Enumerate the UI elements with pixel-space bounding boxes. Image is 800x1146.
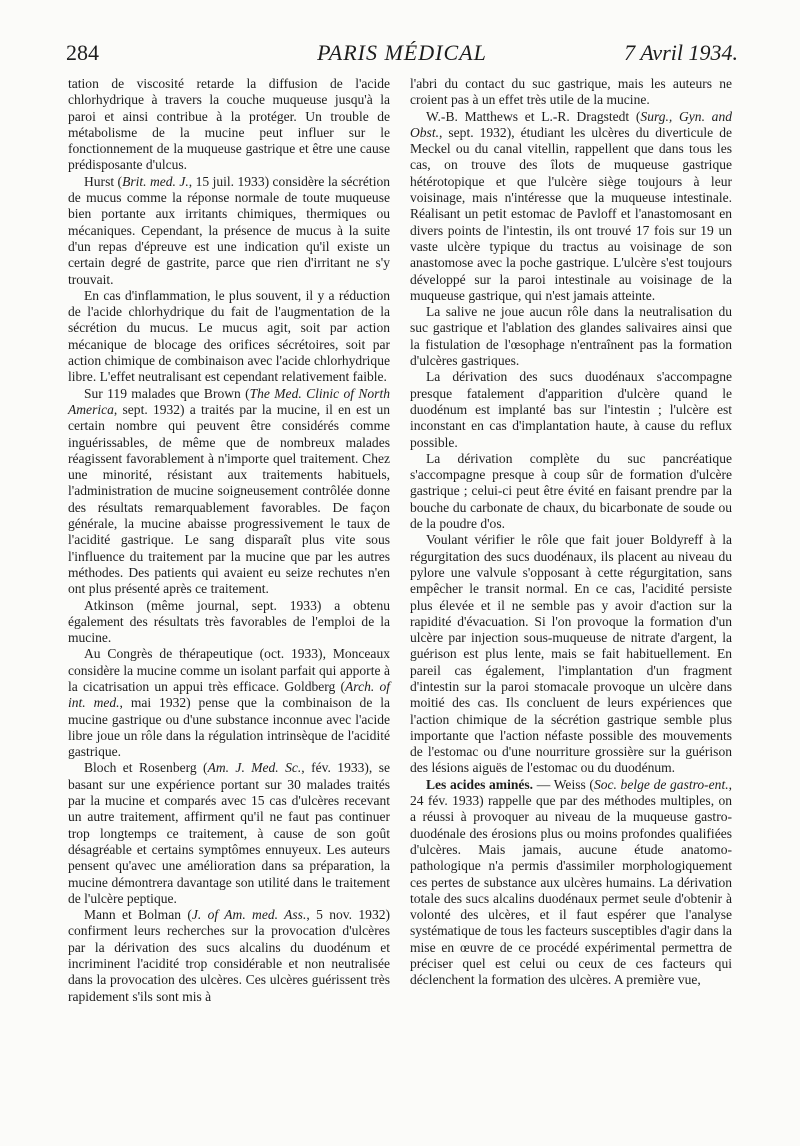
paragraph-text: — Weiss (	[533, 776, 594, 792]
paragraph	[68, 646, 390, 760]
paragraph	[68, 760, 390, 907]
paragraph-text: W.-B. Matthews et L.-R. Dragstedt (	[426, 108, 641, 124]
paragraph-text: Bloch et Rosenberg (	[84, 760, 208, 776]
page-number: 284	[66, 40, 99, 65]
paragraph-text: , 15 juil. 1933) considère la sécrétion de mucus comme la réponse normale de toute muqueuse bien portante aux irritants chimiques, thermiques ou mécaniques. Cependant, la présence de mucus à la suite d'un repas d'épreuve est une indication qu'il existe un certain degré de gastrite, parce que rien d'irritant ne s'y trouvait.	[68, 173, 391, 287]
citation-source: Brit. med. J.	[122, 173, 189, 189]
paragraph-text: Mann et Bolman (	[84, 907, 192, 923]
paragraph-text: Atkinson (même journal, sept. 1933) a obtenu également des résultats très favorables de l'emploi de la mucine.	[68, 597, 390, 646]
author-name: Hurst	[84, 173, 115, 189]
paragraph-text: l'abri du contact du suc gastrique, mais les auteurs ne croient pas à un effet très utile de la mucine.	[410, 76, 732, 108]
paragraph-text: tation de viscosité retarde la diffusion de l'acide chlorhydrique à travers la couche muqueuse jusqu'à la paroi et ainsi contribue à la protéger. Un trouble de métabolisme de la mucine peut influer sur le fonctionnement de la muqueuse gastrique et être une cause prédisposante d'ulcus.	[68, 76, 390, 173]
citation-source: Soc. belge de gastro-ent.	[593, 776, 729, 792]
paragraph	[68, 288, 390, 386]
paragraph-text: , sept. 1932), étudiant les ulcères du diverticule de Meckel ou du canal vitellin, rappellent que dans tous les cas, on trouve des îlots de muqueuse gastrique hétérotopique et que l'ulcère siège toujours à leur voisinage, mais n'intéresse que la muqueuse intestinale. Réalisant un petit estomac de Pavloff et l'anastomosant en divers points de l'intestin, ils ont trouvé 17 fois sur 19 un vaste ulcère typique du tractus au voisinage de son anastomose avec la poche gastrique. L'ulcère s'est toujours développé sur la paroi intestinale au voisinage de la muqueuse gastrique, qui n'est jamais atteinte.	[410, 124, 732, 303]
paragraph-text: La salive ne joue aucun rôle dans la neutralisation du suc gastrique et l'ablation des glandes salivaires ainsi que la fistulation de l'œsophage n'entraînent pas la formation d'ulcères gastriques.	[410, 304, 732, 369]
paragraph-text: Sur 119 malades que Brown (	[84, 385, 250, 401]
paragraph: Hurst (Brit. med. J., 15 juil. 1933) considère la sécrétion de mucus comme la réponse normale de toute muqueuse bien portante aux irritants chimiques, thermiques ou mécaniques. Cependant, la présence de mucus à la suite d'un repas d'épreuve est une indication qu'il existe un certain degré de gastrite, parce que rien d'irritant ne s'y trouvait.	[68, 173, 391, 287]
paragraph	[410, 532, 732, 776]
citation-source: Surg., Gyn. and Obst.	[410, 108, 732, 140]
paragraph	[410, 109, 732, 305]
paragraph-text: La dérivation des sucs duodénaux s'accompagne presque fatalement d'apparition d'ulcère quand le duodénum est implanté bas sur l'intestin ; l'ulcère est inconstant en cas d'implantation haute, à cause du reflux possible.	[410, 369, 732, 450]
page-header	[66, 40, 738, 74]
citation-source: J. of Am. med. Ass.	[191, 907, 307, 923]
paragraph-text: , mai 1932) pense que la combinaison de la mucine gastrique ou d'une substance inconnue avec l'acide libre joue un rôle dans la régulation intrinsèque de l'acidité gastrique.	[68, 695, 391, 760]
left-column	[68, 76, 390, 1005]
paragraph-text: Voulant vérifier le rôle que fait jouer Boldyreff à la régurgitation des sucs duodénaux, ils placent au niveau du pylore une valvule s'opposant à cette régurgitation, sans empêcher le transit normal. En ce cas, l'acidité persiste plus élevée et il ne semble pas y avoir d'action sur la rapidité d'évacuation. Si l'on provoque la formation d'un ulcère par injection sous-muqueuse de nitrate d'argent, la guérison est plus lente, mais se fait habituellement. En pareil cas également, l'implantation d'un fragment d'intestin sur la paroi stomacale provoque un ulcère dans moitié des cas. Ils concluent de leurs expériences que l'action chimique de la sécrétion gastrique semble plus importante que l'action néfaste possible des mouvements de l'estomac ou d'une nourriture grossière sur la guérison des lésions aiguës de l'estomac ou du duodénum.	[410, 532, 732, 776]
paragraph-text: , fév. 1933), se basant sur une expérience portant sur 30 malades traités par la mucine et comparés avec 15 cas d'ulcères recevant un autre traitement, affirment qu'il ne faut pas continuer trop longtemps ce traitement, à cause de son goût désagréable et certains symptômes ennuyeux. Les auteurs pensent qu'avec une amélioration dans sa préparation, la mucine démontrera davantage son utilité dans le traitement de l'ulcère peptique.	[68, 760, 390, 906]
paragraph-text: Au Congrès de thérapeutique (oct. 1933), Monceaux considère la mucine comme un isolant parfait qui apporte à la cicatrisation un appui très efficace. Goldberg (	[68, 646, 390, 694]
paragraph	[68, 386, 390, 598]
paragraph	[410, 304, 732, 369]
right-column	[410, 76, 732, 989]
paragraph-text: En cas d'inflammation, le plus souvent, il y a réduction de l'acide chlorhydrique du fait de l'augmentation de la sécrétion du mucus. Le mucus agit, soit par action mécanique de blocage des orifices sécrétoires, soit par action chimique de combinaison avec l'acide chlorhydrique libre. L'effet neutralisant est cependant relativement faible.	[68, 287, 390, 385]
citation-source: The Med. Clinic of North America	[68, 385, 390, 417]
paragraph	[410, 369, 732, 450]
paragraph	[410, 777, 732, 989]
paragraph-text: La dérivation complète du suc pancréatique s'accompagne presque à coup sûr de formation d'ulcère gastrique ; celui-ci peut être évité en faisant prendre par la bouche du carbonate de chaux, du bicarbonate de soude ou de la poudre d'os.	[410, 450, 732, 532]
paragraph	[68, 907, 390, 1005]
journal-title: PARIS MÉDICAL	[317, 40, 487, 65]
paragraph-text: , 5 nov. 1932) confirment leurs recherches sur la provocation d'ulcères par la dérivation des sucs alcalins du duodénum et incriminent l'acidité trop considérable et non neutralisée dans la provocation des ulcères. Ces ulcères guérissent très rapidement s'ils sont mis à	[68, 907, 390, 1004]
issue-date: 7 Avril 1934.	[624, 40, 738, 65]
section-heading: Les acides aminés.	[426, 776, 534, 792]
paragraph	[68, 76, 390, 174]
paragraph	[68, 598, 390, 647]
paragraph-text: , sept. 1932) a traités par la mucine, il en est un certain nombre qui peuvent être considérés comme inguérissables, de même que de nombreux malades réagissent favorablement à n'importe quel traitement. Chez une minorité, résistant aux traitements habituels, l'administration de mucine soigneusement contrôlée donne des résultats remarquablement favorables. De façon générale, la mucine abaisse progressivement le taux de l'acidité gastrique. Le sang disparaît plus vite sous l'influence du traitement par la mucine que par les autres méthodes. Des patients qui avaient eu seize rechutes n'en ont plus présenté après ce traitement.	[68, 401, 390, 597]
paragraph	[410, 451, 732, 532]
paragraph	[410, 76, 732, 109]
citation-source: Arch. of int. med.	[68, 678, 390, 711]
paragraph-text: , 24 fév. 1933) rappelle que par des méthodes multiples, on a réussi à provoquer au niveau de la muqueuse gastro-duodénale des érosions plus ou moins profondes qualifiées d'ulcères. Mais jamais, aucune étude anatomo-pathologique n'a permis d'assimiler morphologiquement ces pertes de substance aux ulcères humains. La dérivation totale des sucs alcalins duodénaux permet seule d'obtenir à volonté des ulcères, et il faut espérer que l'analyse systématique de tous les facteurs susceptibles d'agir dans la mise en œuvre de ce procédé expérimental permettra de préciser quel est celui ou ceux de ces facteurs qui déclenchent la formation des ulcères. A première vue,	[410, 776, 732, 988]
citation-source: Am. J. Med. Sc.	[207, 760, 302, 776]
